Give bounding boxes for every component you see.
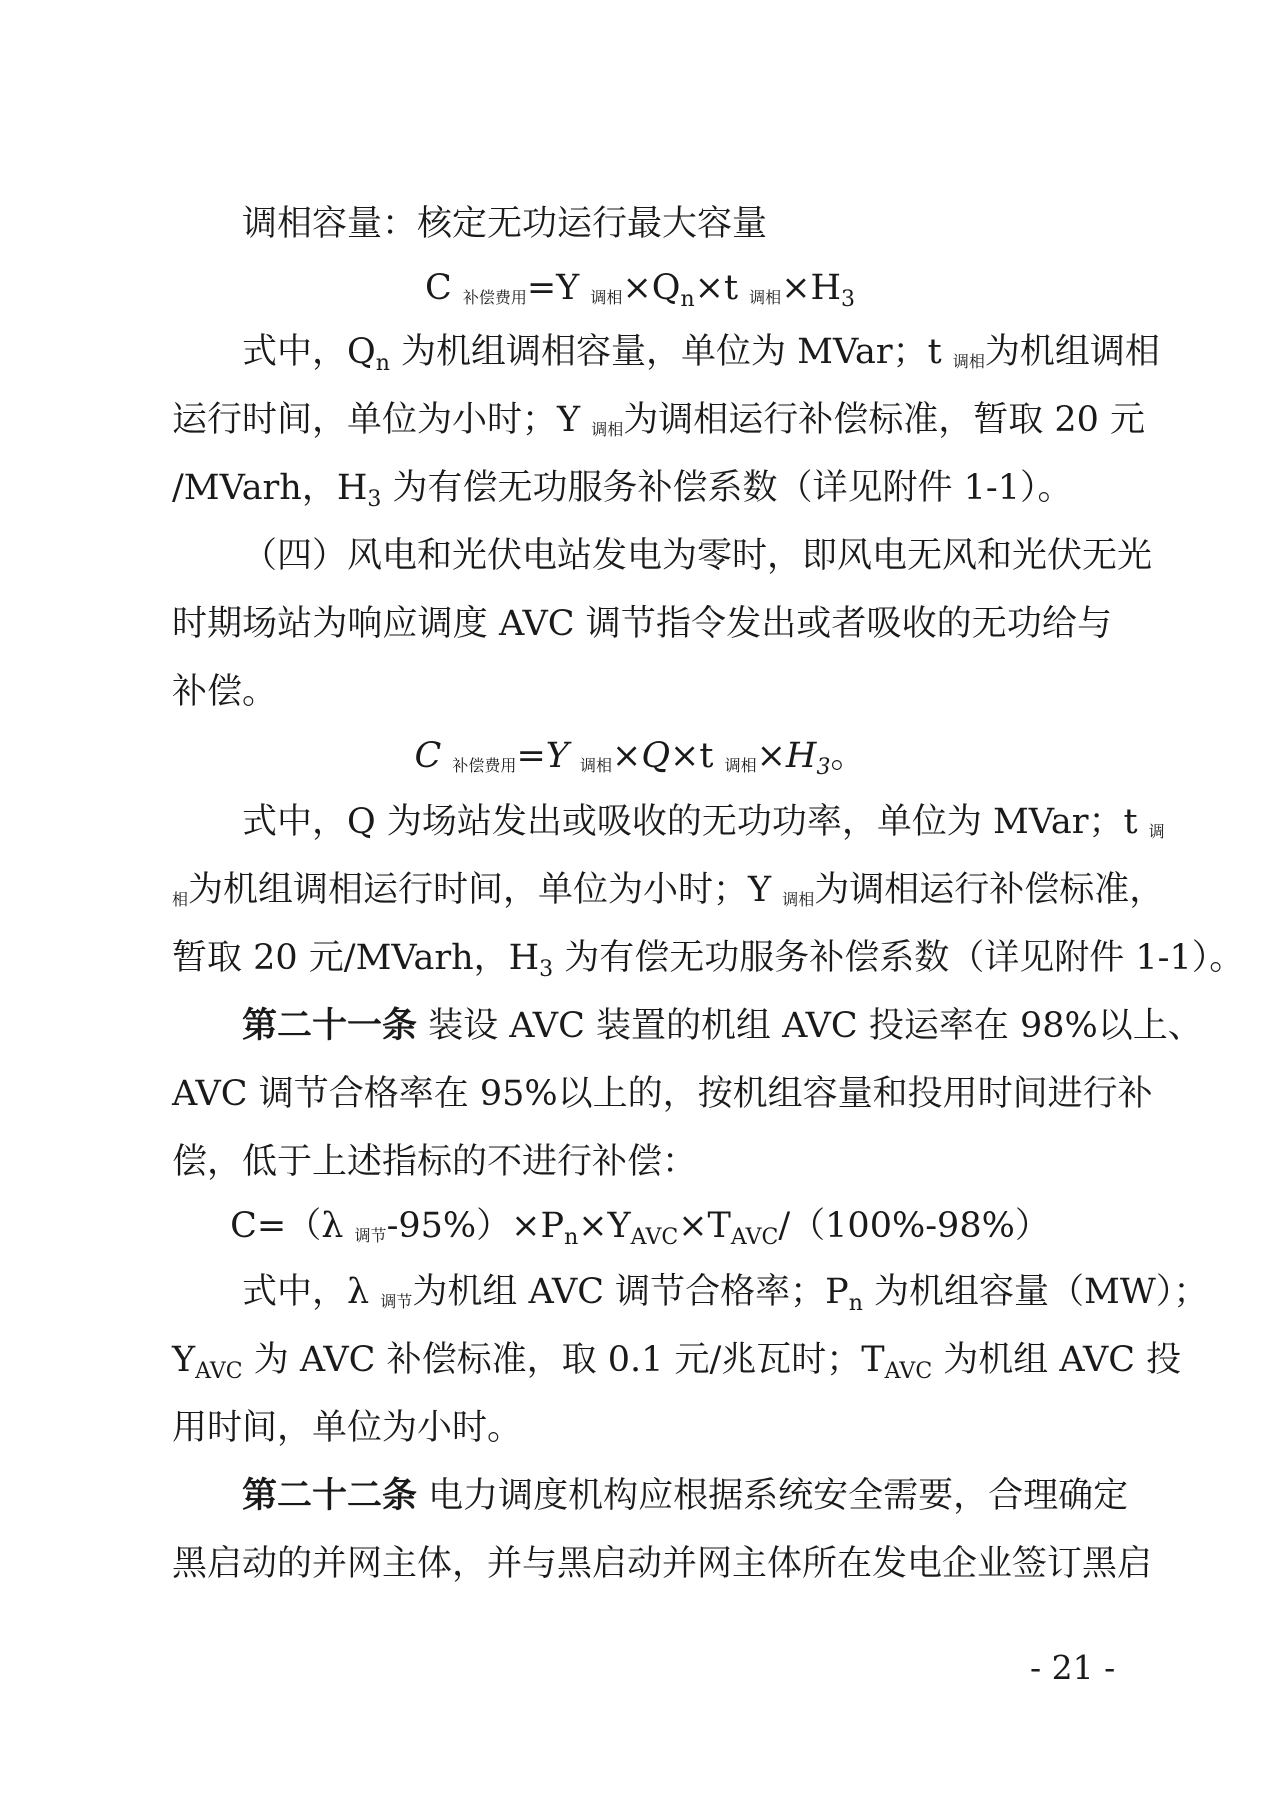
- text-line: 暂取 20 元/MVarh，$H_3$ 为有偿无功服务补偿系数（详见附件 1-1）。: [172, 938, 1245, 982]
- text-line: 式中，Q 为场站发出或吸收的无功功率，单位为 MVar；t $_调$: [242, 802, 1165, 842]
- formula-2: C $_{补偿费用}$=Y $_{调相}$×Q×t $_{调相}\times H_3$。: [414, 736, 866, 780]
- page-number: - 21 -: [1030, 1648, 1116, 1687]
- text-line: 运行时间，单位为小时；Y $_{调相}$为调相运行补偿标准，暂取 20 元: [172, 400, 1146, 440]
- text-line: 第二十一条 装设 AVC 装置的机组 AVC 投运率在 98%以上、: [242, 1006, 1203, 1046]
- text-line: $Y_{AVC}$ 为 AVC 补偿标准，取 0.1 元/兆瓦时；$T_{AVC}$ 为机组 AVC 投: [172, 1340, 1182, 1384]
- text-line: （四）风电和光伏电站发电为零时，即风电无风和光伏无光: [242, 536, 1153, 576]
- text-line: 补偿。: [172, 672, 278, 712]
- text-line: 时期场站为响应调度 AVC 调节指令发出或者吸收的无功给与: [172, 604, 1112, 644]
- text-line: AVC 调节合格率在 95%以上的，按机组容量和投用时间进行补: [172, 1074, 1153, 1114]
- article-heading: 第二十二条: [242, 1476, 418, 1516]
- formula-1: C $_{补偿费用}$=Y $_{调相}\times Q_n\times t$ $_{调相}\times H_3$: [424, 268, 856, 312]
- text-line: $_相$为机组调相运行时间，单位为小时；Y $_{调相}$为调相运行补偿标准，: [172, 870, 1165, 910]
- article-heading: 第二十一条: [242, 1006, 418, 1046]
- text-line: 第二十二条 电力调度机构应根据系统安全需要，合理确定: [242, 1476, 1129, 1516]
- text-line: 黑启动的并网主体，并与黑启动并网主体所在发电企业签订黑启: [172, 1544, 1153, 1584]
- text-line: /MVarh，$H_3$ 为有偿无功服务补偿系数（详见附件 1-1）。: [172, 468, 1073, 512]
- text-line: 式中，$Q_n$ 为机组调相容量，单位为 MVar；t $_{调相}$为机组调相: [242, 332, 1160, 376]
- text-line: 偿，低于上述指标的不进行补偿：: [172, 1142, 698, 1182]
- text-line: 调相容量：核定无功运行最大容量: [242, 204, 768, 244]
- text-line: 用时间，单位为小时。: [172, 1408, 523, 1448]
- text-line: 式中，λ $_{调节}$为机组 AVC 调节合格率；$P_n$ 为机组容量（MW）；: [242, 1272, 1209, 1316]
- formula-3: C=（λ $_{调节}-95\%)\times P_n\times Y_{AVC}\times T_{AVC}/(100\%-98\%)$: [230, 1206, 1050, 1250]
